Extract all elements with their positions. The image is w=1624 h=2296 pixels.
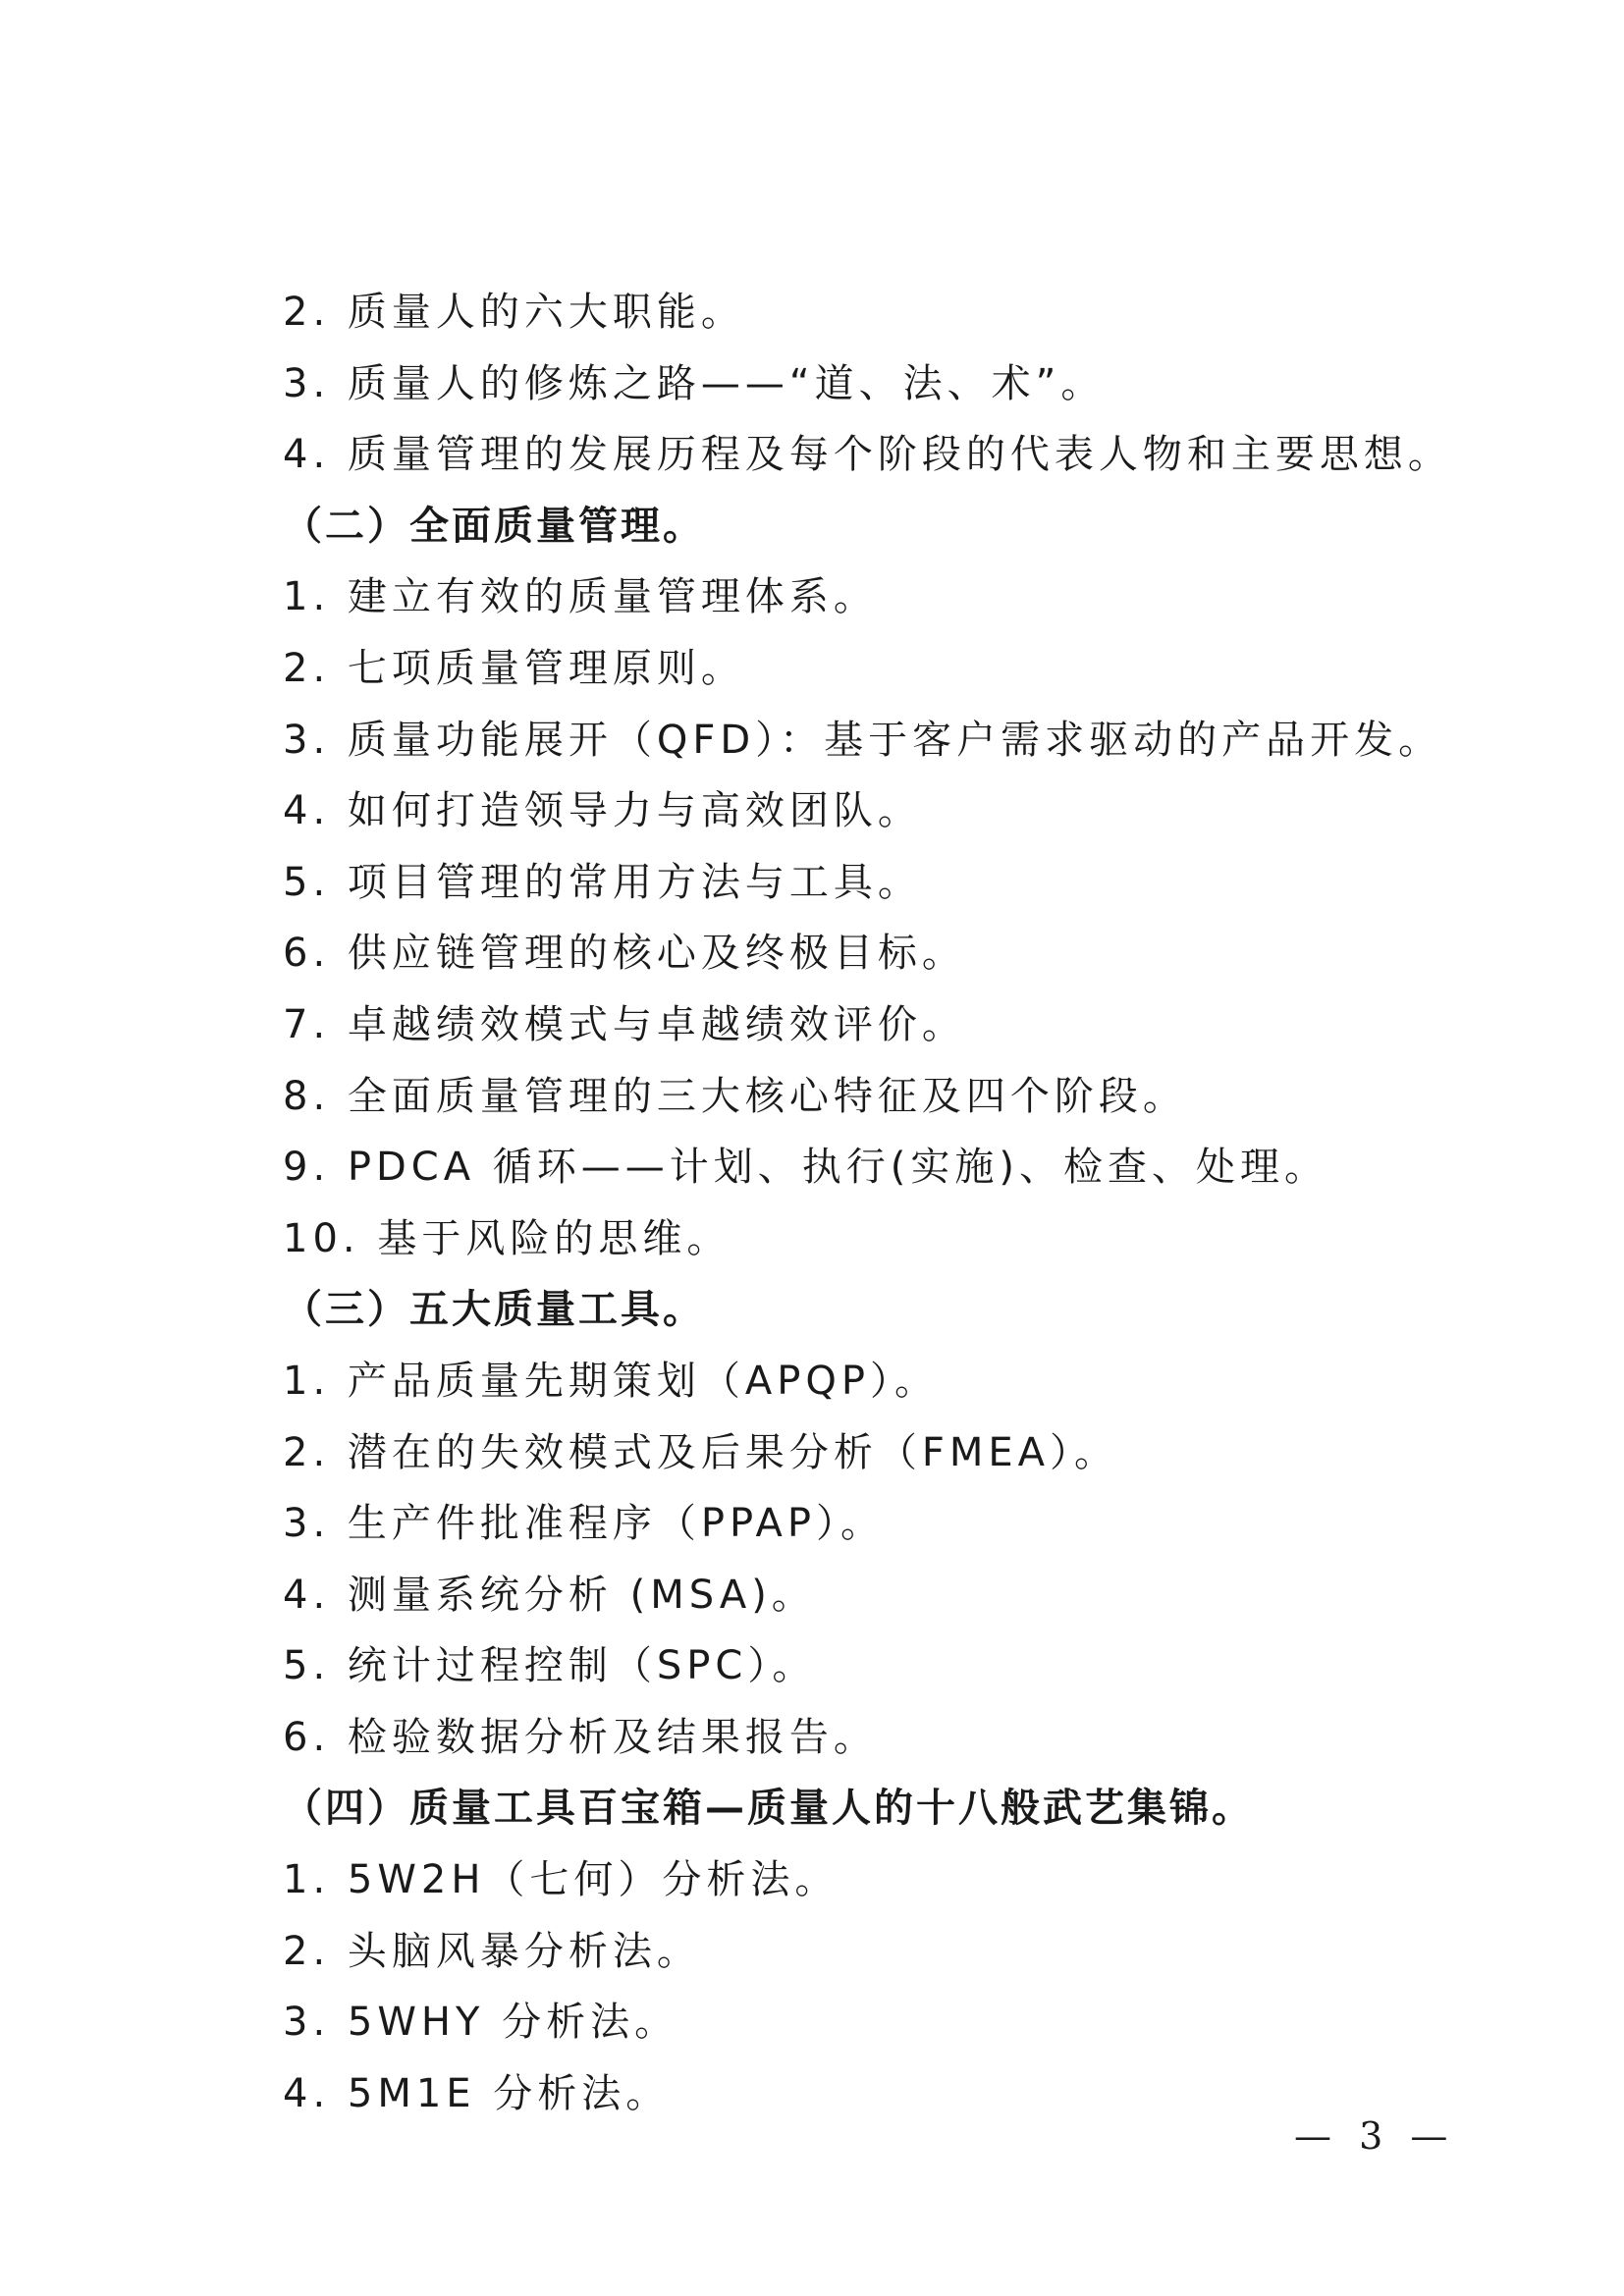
- list-item: 2. 头脑风暴分析法。: [283, 1928, 701, 1974]
- list-item: 4. 质量管理的发展历程及每个阶段的代表人物和主要思想。: [283, 432, 1452, 478]
- list-item: 5. 项目管理的常用方法与工具。: [283, 859, 922, 905]
- list-item: 7. 卓越绩效模式与卓越绩效评价。: [283, 1001, 966, 1047]
- list-item: 2. 七项质量管理原则。: [283, 645, 745, 691]
- section-heading: （三）五大质量工具。: [283, 1287, 705, 1333]
- list-item: 5. 统计过程控制（SPC）。: [283, 1643, 817, 1689]
- list-item: 3. 质量人的修炼之路——“道、法、术”。: [283, 360, 1106, 406]
- list-item: 6. 检验数据分析及结果报告。: [283, 1714, 878, 1760]
- list-item: 4. 5M1E 分析法。: [283, 2070, 671, 2116]
- list-item: 3. 5WHY 分析法。: [283, 2000, 679, 2046]
- list-item: 3. 生产件批准程序（PPAP）。: [283, 1501, 886, 1547]
- list-item: 1. 产品质量先期策划（APQP）。: [283, 1358, 939, 1404]
- list-item: 1. 5W2H（七何）分析法。: [283, 1857, 839, 1903]
- list-item: 9. PDCA 循环——计划、执行(实施)、检查、处理。: [283, 1145, 1329, 1191]
- list-item: 1. 建立有效的质量管理体系。: [283, 574, 878, 620]
- list-item: 2. 潜在的失效模式及后果分析（FMEA）。: [283, 1429, 1119, 1475]
- list-item: 6. 供应链管理的核心及终极目标。: [283, 931, 966, 977]
- list-item: 10. 基于风险的思维。: [283, 1215, 731, 1261]
- list-item: 3. 质量功能展开（QFD）：基于客户需求驱动的产品开发。: [283, 717, 1443, 763]
- list-item: 4. 如何打造领导力与高效团队。: [283, 788, 922, 834]
- section-heading: （四）质量工具百宝箱—质量人的十八般武艺集锦。: [283, 1786, 1254, 1832]
- section-heading: （二）全面质量管理。: [283, 503, 705, 549]
- page-number: — 3 —: [1294, 2114, 1456, 2158]
- list-item: 4. 测量系统分析 (MSA)。: [283, 1572, 816, 1618]
- list-item: 8. 全面质量管理的三大核心特征及四个阶段。: [283, 1073, 1187, 1119]
- document-body: [283, 277, 1510, 2129]
- list-item: 2. 质量人的六大职能。: [283, 290, 745, 335]
